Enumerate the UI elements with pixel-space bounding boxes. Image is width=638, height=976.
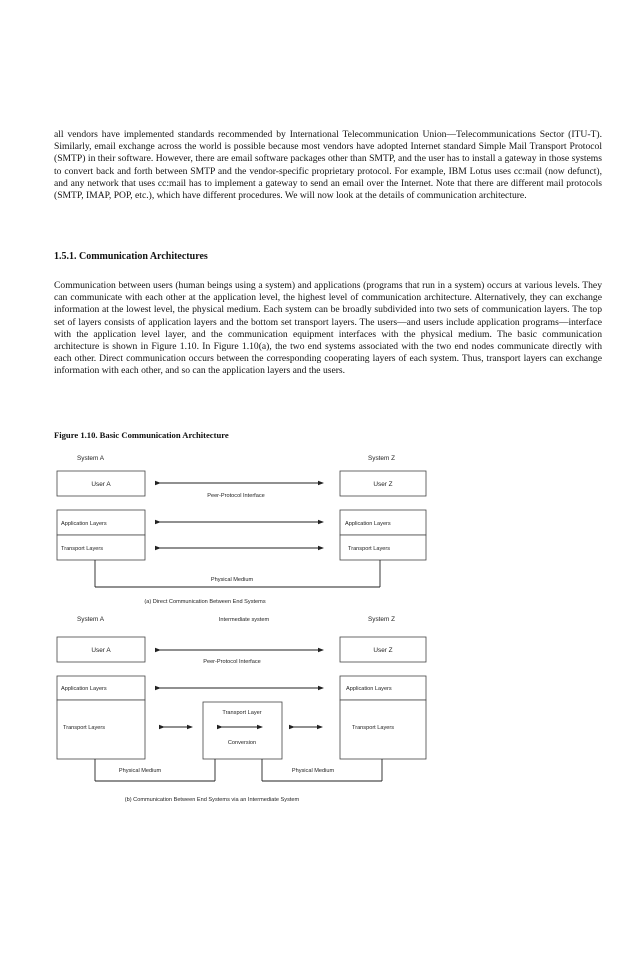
physical-medium-right-label: Physical Medium bbox=[291, 768, 335, 774]
subcaption-b: (b) Communication Between End Systems via an Intermediate System bbox=[124, 797, 300, 803]
physical-medium-left-label: Physical Medium bbox=[118, 768, 162, 774]
communication-architecture-figure bbox=[0, 440, 638, 820]
system-z-label: System Z bbox=[368, 455, 395, 462]
system-z-label-b: System Z bbox=[368, 616, 395, 623]
app-layers-left-label-b: Application Layers bbox=[61, 686, 107, 692]
intermediate-system-label: Intermediate system bbox=[218, 617, 270, 623]
subcaption-a: (a) Direct Communication Between End Systems bbox=[144, 599, 266, 605]
figure-part-b bbox=[57, 616, 426, 803]
figure-part-a bbox=[57, 455, 426, 605]
app-layers-right-label-b: Application Layers bbox=[346, 686, 392, 692]
app-layers-left-label: Application Layers bbox=[61, 521, 107, 527]
user-z-label: User Z bbox=[373, 481, 393, 488]
system-a-label: System A bbox=[77, 455, 104, 462]
transport-right-label-b: Transport Layers bbox=[352, 725, 395, 731]
user-z-label-b: User Z bbox=[373, 647, 393, 654]
app-layers-right-label: Application Layers bbox=[345, 521, 391, 527]
body-paragraph-1: all vendors have implemented standards recommended by International Telecommunication Union—Telecommunications Sector (ITU-T). Similarly, email exchange across the world is possible because most vendors have adopted Internet standard Simple Mail Transport Protocol (SMTP) in their software. However, there are email software packages other than SMTP, and the user has to install a gateway in those systems to convert back and forth between SMTP and the vendor-specific proprietary protocol. For example, IBM Lotus uses cc:mail (now defunct), and any network that uses cc:mail has to implement a gateway to send an email over the Internet. Note that there are different mail protocols (SMTP, IMAP, POP, etc.), which have different procedures. We will now look at the details of communication architecture. bbox=[54, 129, 602, 202]
system-a-label-b: System A bbox=[77, 616, 104, 623]
body-paragraph-2: Communication between users (human beings using a system) and applications (programs that run in a system) occurs at various levels. They can communicate with each other at the application level, the highest level of communication architecture. Alternatively, they can exchange information at the lowest level, the physical medium. Each system can be broadly subdivided into two sets of communication layers. The top set of layers consists of application layers and the bottom set transport layers. The users—and users include application programs—interface with the application level layer, and the communication equipment interfaces with the physical medium. The basic communication architecture is shown in Figure 1.10. In Figure 1.10(a), the two end systems associated with the two end nodes communicate directly with each other. Direct communication occurs between the corresponding cooperating layers of each system. Thus, transport layers can exchange information with each other, and so can the application layers and the users. bbox=[54, 280, 602, 377]
transport-left-label-b: Transport Layers bbox=[63, 725, 106, 731]
transport-middle-label: Transport Layer bbox=[222, 710, 262, 716]
section-heading: 1.5.1. Communication Architectures bbox=[54, 251, 208, 262]
peer-protocol-label-b: Peer-Protocol Interface bbox=[203, 659, 261, 665]
physical-medium-label: Physical Medium bbox=[210, 577, 254, 583]
transport-right-label: Transport Layers bbox=[348, 546, 391, 552]
figure-caption: Figure 1.10. Basic Communication Architecture bbox=[54, 430, 229, 440]
peer-protocol-label: Peer-Protocol Interface bbox=[207, 493, 265, 499]
user-a-label-b: User A bbox=[91, 647, 111, 654]
transport-left-label: Transport Layers bbox=[61, 546, 104, 552]
conversion-label: Conversion bbox=[227, 740, 257, 746]
user-a-label: User A bbox=[91, 481, 111, 488]
